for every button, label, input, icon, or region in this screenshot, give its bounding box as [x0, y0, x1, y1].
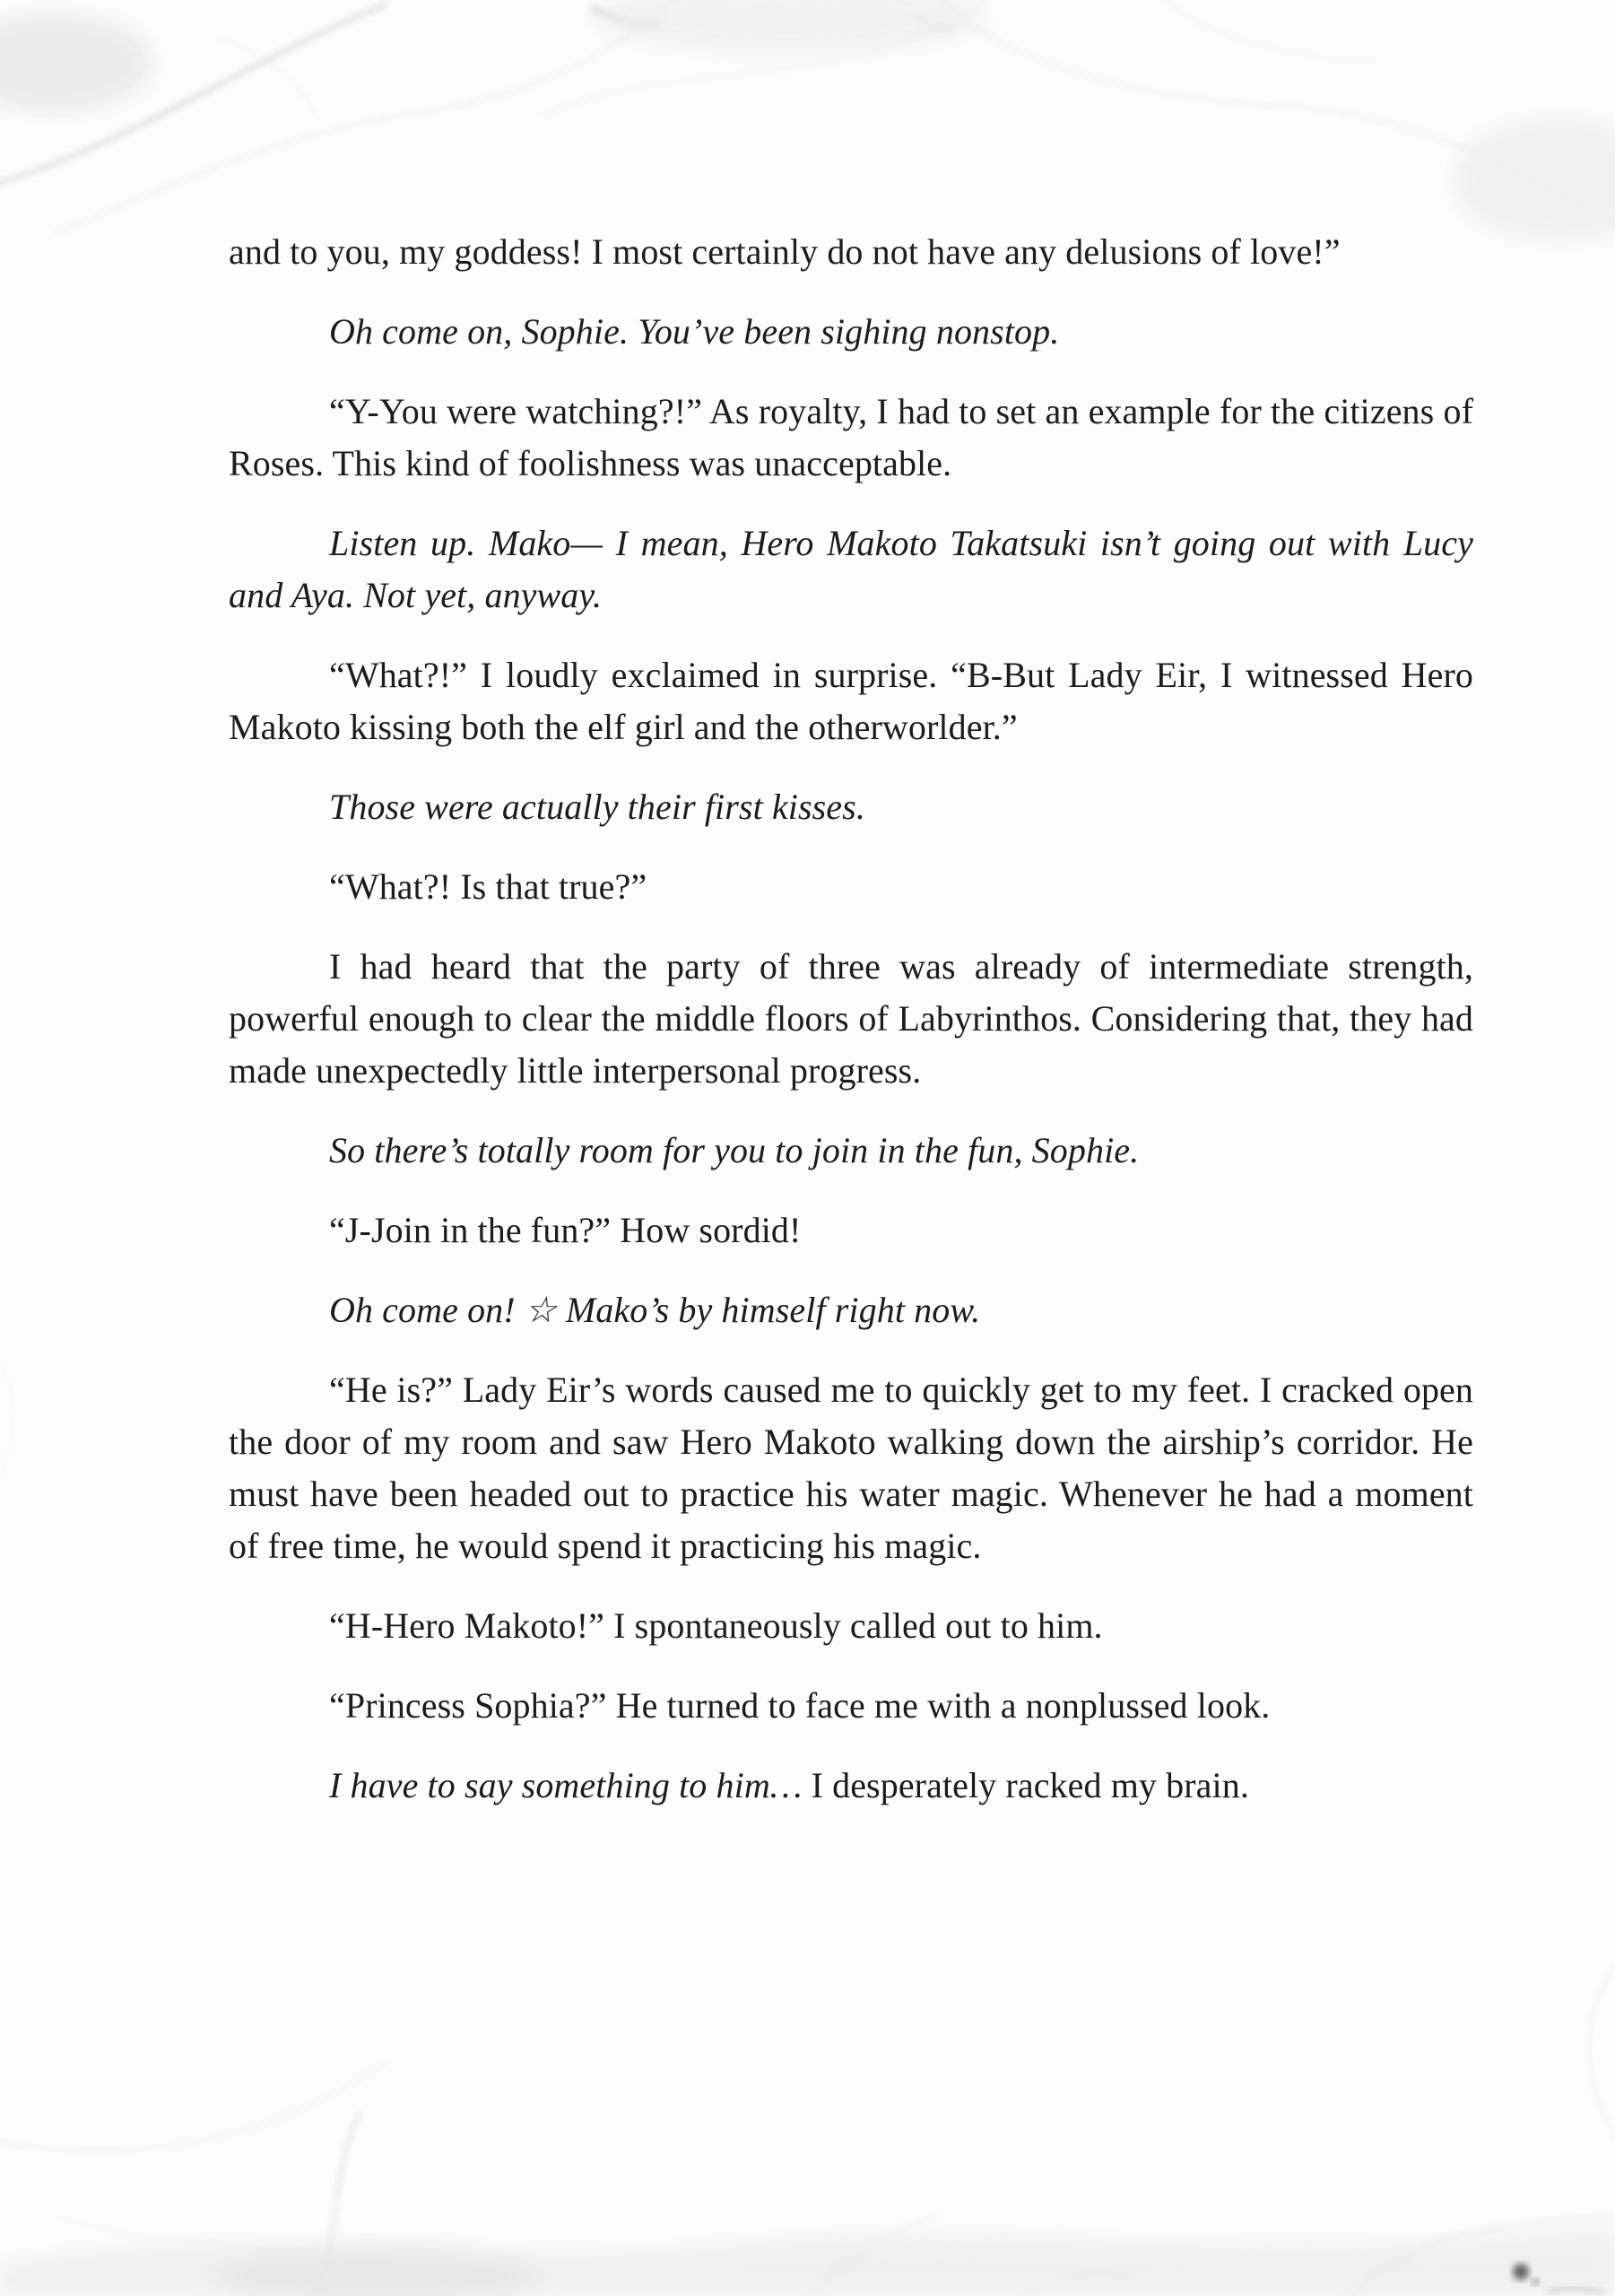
italic-text-segment: Oh come on! ☆ Mako’s by himself right now.	[329, 1290, 981, 1330]
paragraph	[229, 649, 1473, 753]
italic-text-segment: Listen up. Mako— I mean, Hero Makoto Takatsuki isn’t going out with Lucy and Aya. Not yet, anyway.	[229, 523, 1473, 615]
paragraph	[229, 517, 1473, 622]
paragraph	[229, 1284, 1473, 1336]
paragraph	[229, 781, 1473, 833]
italic-text-segment: I have to say something to him…	[329, 1765, 803, 1805]
paragraph	[229, 226, 1473, 278]
paragraph	[229, 1760, 1473, 1812]
text-segment: I had heard that the party of three was already of intermediate strength, powerful enough to clear the middle floors of Labyrinthos. Considering that, they had made unexpectedly little interpersonal progress.	[229, 946, 1473, 1091]
text-segment: I desperately racked my brain.	[802, 1765, 1249, 1805]
italic-text-segment: Oh come on, Sophie. You’ve been sighing nonstop.	[329, 311, 1060, 352]
text-segment: “What?!” I loudly exclaimed in surprise. “B-But Lady Eir, I witnessed Hero Makoto kissing both the elf girl and the otherworlder.”	[229, 655, 1473, 747]
text-segment: “J-Join in the fun?” How sordid!	[329, 1210, 802, 1250]
text-segment: “Y-You were watching?!” As royalty, I had to set an example for the citizens of Roses. This kind of foolishness was unacceptable.	[229, 391, 1473, 483]
paragraph	[229, 861, 1473, 913]
paragraph	[229, 941, 1473, 1097]
italic-text-segment: So there’s totally room for you to join in the fun, Sophie.	[329, 1130, 1140, 1170]
text-segment: “Princess Sophia?” He turned to face me with a nonplussed look.	[329, 1685, 1271, 1726]
paragraph	[229, 386, 1473, 490]
text-segment: “He is?” Lady Eir’s words caused me to quickly get to my feet. I cracked open the door of my room and saw Hero Makoto walking down the airship’s corridor. He must have been headed out to practice his water magic. Whenever he had a moment of free time, he would spend it practicing his magic.	[229, 1370, 1473, 1566]
paragraph	[229, 1600, 1473, 1652]
text-segment: and to you, my goddess! I most certainly do not have any delusions of love!”	[229, 231, 1341, 272]
paragraph	[229, 1680, 1473, 1732]
text-block	[229, 226, 1473, 1839]
paragraph	[229, 1205, 1473, 1257]
text-segment: “H-Hero Makoto!” I spontaneously called out to him.	[329, 1605, 1103, 1646]
paragraph	[229, 1125, 1473, 1177]
paragraph	[229, 306, 1473, 358]
italic-text-segment: Those were actually their first kisses.	[329, 787, 865, 827]
text-segment: “What?! Is that true?”	[329, 866, 647, 907]
paragraph	[229, 1364, 1473, 1572]
